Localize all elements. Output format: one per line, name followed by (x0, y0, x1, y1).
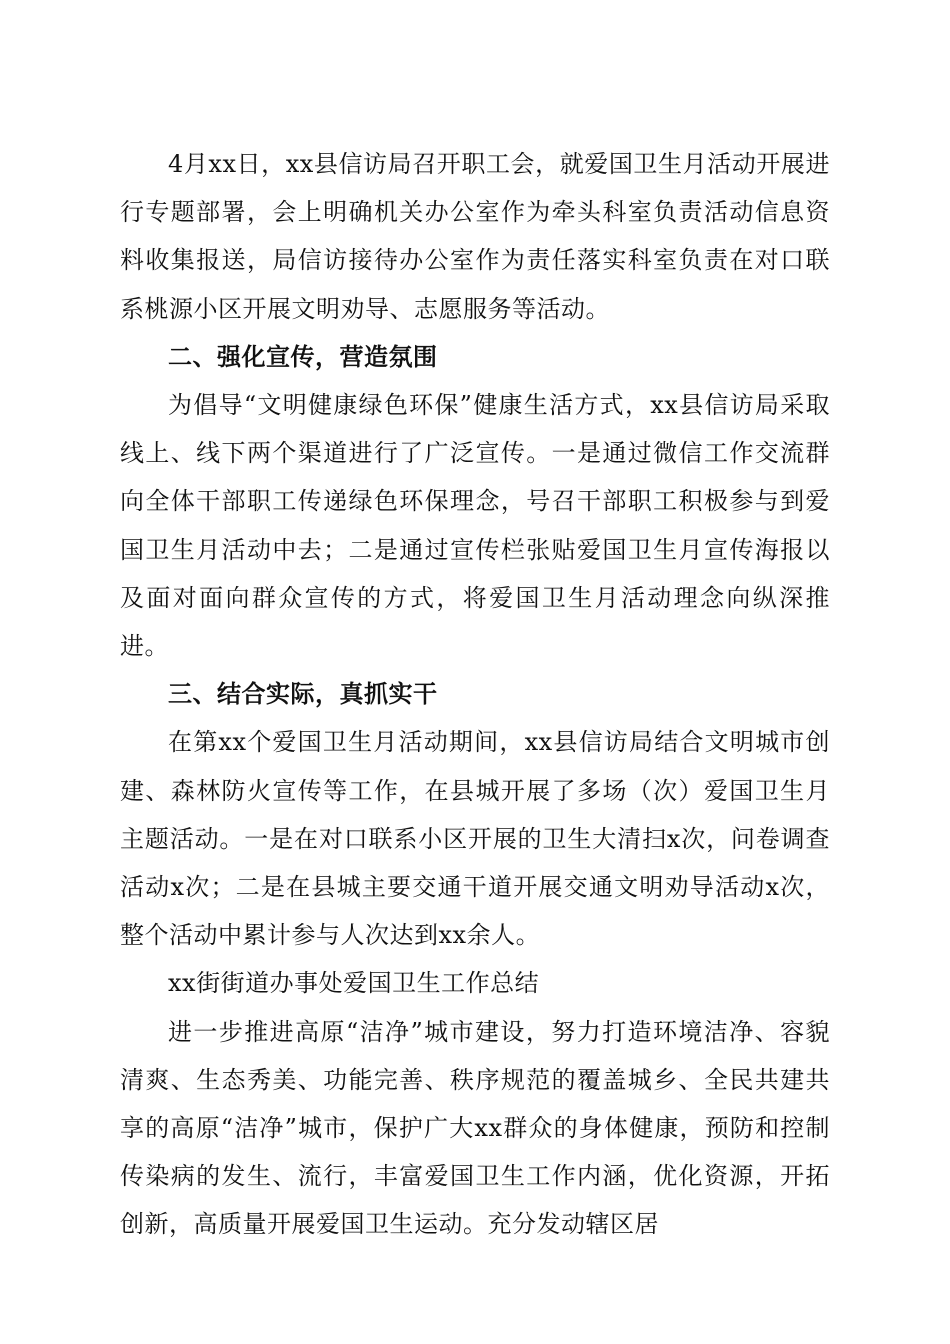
section-heading-publicity: 二、强化宣传，营造氛围 (168, 342, 438, 371)
document-body (120, 140, 830, 1249)
paragraph-practice: 在第xx个爱国卫生月活动期间，xx县信访局结合文明城市创建、森林防火宣传等工作，在县城开展了多场（次）爱国卫生月主题活动。一是在对口联系小区开展的卫生大清扫x次，问卷调查活动x次；二是在县城主要交通干道开展交通文明劝导活动x次，整个活动中累计参与人次达到xx余人。 (120, 728, 830, 950)
paragraph-publicity: 为倡导“文明健康绿色环保”健康生活方式，xx县信访局采取线上、线下两个渠道进行了广泛宣传。一是通过微信工作交流群向全体干部职工传递绿色环保理念，号召干部职工积极参与到爱国卫生月活动中去；二是通过宣传栏张贴爱国卫生月宣传海报以及面对面向群众宣传的方式，将爱国卫生月活动理念向纵深推进。 (120, 391, 830, 661)
section-heading-practice: 三、结合实际，真抓实干 (168, 680, 438, 709)
report-title: xx街街道办事处爱国卫生工作总结 (168, 969, 540, 998)
paragraph-meeting: 4月xx日，xx县信访局召开职工会，就爱国卫生月活动开展进行专题部署，会上明确机关办公室作为牵头科室负责活动信息资料收集报送，局信访接待办公室作为责任落实科室负责在对口联系桃源小区开展文明劝导、志愿服务等活动。 (120, 150, 830, 323)
paragraph-clean-city: 进一步推进高原“洁净”城市建设，努力打造环境洁净、容貌清爽、生态秀美、功能完善、秩序规范的覆盖城乡、全民共建共享的高原“洁净”城市，保护广大xx群众的身体健康，预防和控制传染病的发生、流行，丰富爱国卫生工作内涵，优化资源，开拓创新，高质量开展爱国卫生运动。充分发动辖区居 (120, 1017, 830, 1239)
